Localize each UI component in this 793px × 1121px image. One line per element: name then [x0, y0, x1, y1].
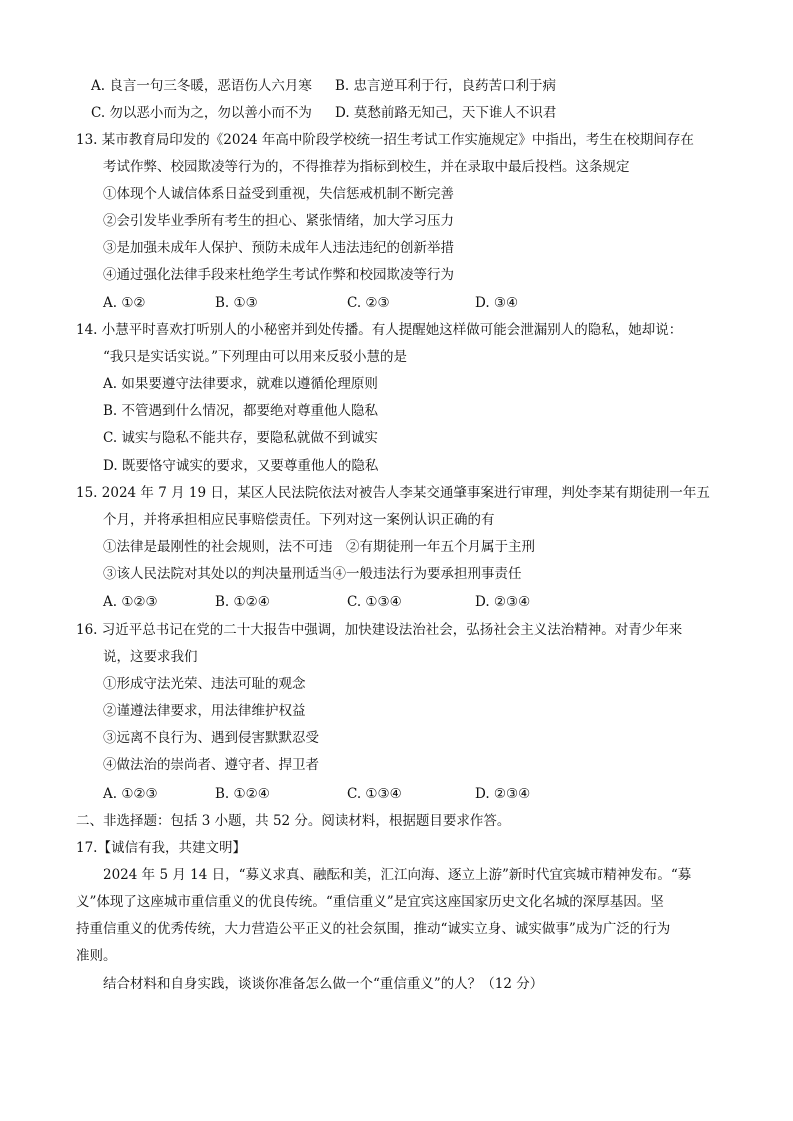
- q15-option-a: A. ①②③: [103, 594, 158, 610]
- q15-option-c: C. ①③④: [347, 594, 402, 610]
- q13-stem-line1: 13. 某市教育局印发的《2024 年高中阶段学校统一招生考试工作实施规定》中指出，考生在校期间存在: [76, 132, 694, 148]
- q14-option-c: C. 诚实与隐私不能共存，要隐私就做不到诚实: [103, 430, 378, 446]
- q15-statements-3-4: ③该人民法院对其处以的判决量刑适当④一般违法行为要承担刑事责任: [103, 566, 522, 582]
- q12-option-a: A. 良言一句三冬暖，恶语伤人六月寒: [91, 78, 312, 94]
- q14-stem-line1: 14. 小慧平时喜欢打听别人的小秘密并到处传播。有人提醒她这样做可能会泄漏别人的隐私，她却说：: [76, 322, 683, 338]
- q16-option-b: B. ①②④: [215, 786, 270, 802]
- q16-statement-1: ①形成守法光荣、违法可耻的观念: [103, 676, 306, 692]
- q16-stem-line2: 说，这要求我们: [103, 649, 198, 665]
- q12-option-c: C. 勿以恶小而为之，勿以善小而不为: [91, 105, 312, 121]
- q13-option-a: A. ①②: [103, 295, 146, 311]
- q16-option-d: D. ②③④: [475, 786, 531, 802]
- q13-option-d: D. ③④: [475, 295, 519, 311]
- q14-option-b: B. 不管遇到什么情况，都要绝对尊重他人隐私: [103, 403, 379, 419]
- q16-stem-line1: 16. 习近平总书记在党的二十大报告中强调，加快建设法治社会，弘扬社会主义法治精神。对青少年来: [76, 622, 683, 638]
- q13-stem-line2: 考试作弊、校园欺凌等行为的，不得推荐为指标到校生，并在录取中最后投档。这条规定: [103, 159, 630, 175]
- q17-question: 结合材料和自身实践，谈谈你准备怎么做一个“重信重义”的人？（12 分）: [103, 976, 544, 992]
- q13-option-b: B. ①③: [215, 295, 258, 311]
- q15-stem-line2: 个月，并将承担相应民事赔偿责任。下列对这一案例认识正确的有: [103, 512, 495, 528]
- q16-option-a: A. ①②③: [103, 786, 158, 802]
- q13-statement-4: ④通过强化法律手段来杜绝学生考试作弊和校园欺凌等行为: [103, 267, 454, 283]
- q13-option-c: C. ②③: [347, 295, 390, 311]
- q15-option-d: D. ②③④: [475, 594, 531, 610]
- q16-option-c: C. ①③④: [347, 786, 402, 802]
- q14-option-d: D. 既要恪守诚实的要求，又要尊重他人的隐私: [103, 458, 379, 474]
- q12-option-d: D. 莫愁前路无知己，天下谁人不识君: [335, 105, 557, 121]
- q14-option-a: A. 如果要遵守法律要求，就难以遵循伦理原则: [103, 376, 378, 392]
- q15-option-b: B. ①②④: [215, 594, 270, 610]
- q14-stem-line2: “我只是实话实说。”下列理由可以用来反驳小慧的是: [103, 349, 408, 365]
- q13-statement-2: ②会引发毕业季所有考生的担心、紧张情绪，加大学习压力: [103, 213, 454, 229]
- q13-statement-3: ③是加强未成年人保护、预防未成年人违法违纪的创新举措: [103, 240, 454, 256]
- q16-statement-4: ④做法治的崇尚者、遵守者、捍卫者: [103, 757, 319, 773]
- q15-statements-1-2: ①法律是最刚性的社会规则，法不可违 ②有期徒刑一年五个月属于主刑: [103, 539, 535, 555]
- q17-material-line4: 准则。: [76, 948, 117, 964]
- section-2-heading: 二、非选择题：包括 3 小题，共 52 分。阅读材料，根据题目要求作答。: [76, 813, 511, 829]
- q17-material-line2: 义”体现了这座城市重信重义的优良传统。“重信重义”是宜宾这座国家历史文化名城的深厚基因。坚: [76, 894, 664, 910]
- q17-material-line1: 2024 年 5 月 14 日，“募义求真、融酝和美，汇江向海、逐立上游”新时代宜宾城市精神发布。“募: [103, 867, 692, 883]
- q16-statement-2: ②谨遵法律要求，用法律维护权益: [103, 703, 306, 719]
- q17-title: 17.【诚信有我，共建文明】: [76, 840, 246, 856]
- q16-statement-3: ③远离不良行为、遇到侵害默默忍受: [103, 730, 319, 746]
- q17-material-line3: 持重信重义的优秀传统，大力营造公平正义的社会氛围，推动“诚实立身、诚实做事”成为广泛的行为: [76, 921, 671, 937]
- q12-option-b: B. 忠言逆耳利于行，良药苦口利于病: [335, 78, 557, 94]
- q13-statement-1: ①体现个人诚信体系日益受到重视，失信惩戒机制不断完善: [103, 186, 454, 202]
- q15-stem-line1: 15. 2024 年 7 月 19 日，某区人民法院依法对被告人李某交通肇事案进行审理，判处李某有期徒刑一年五: [76, 485, 710, 501]
